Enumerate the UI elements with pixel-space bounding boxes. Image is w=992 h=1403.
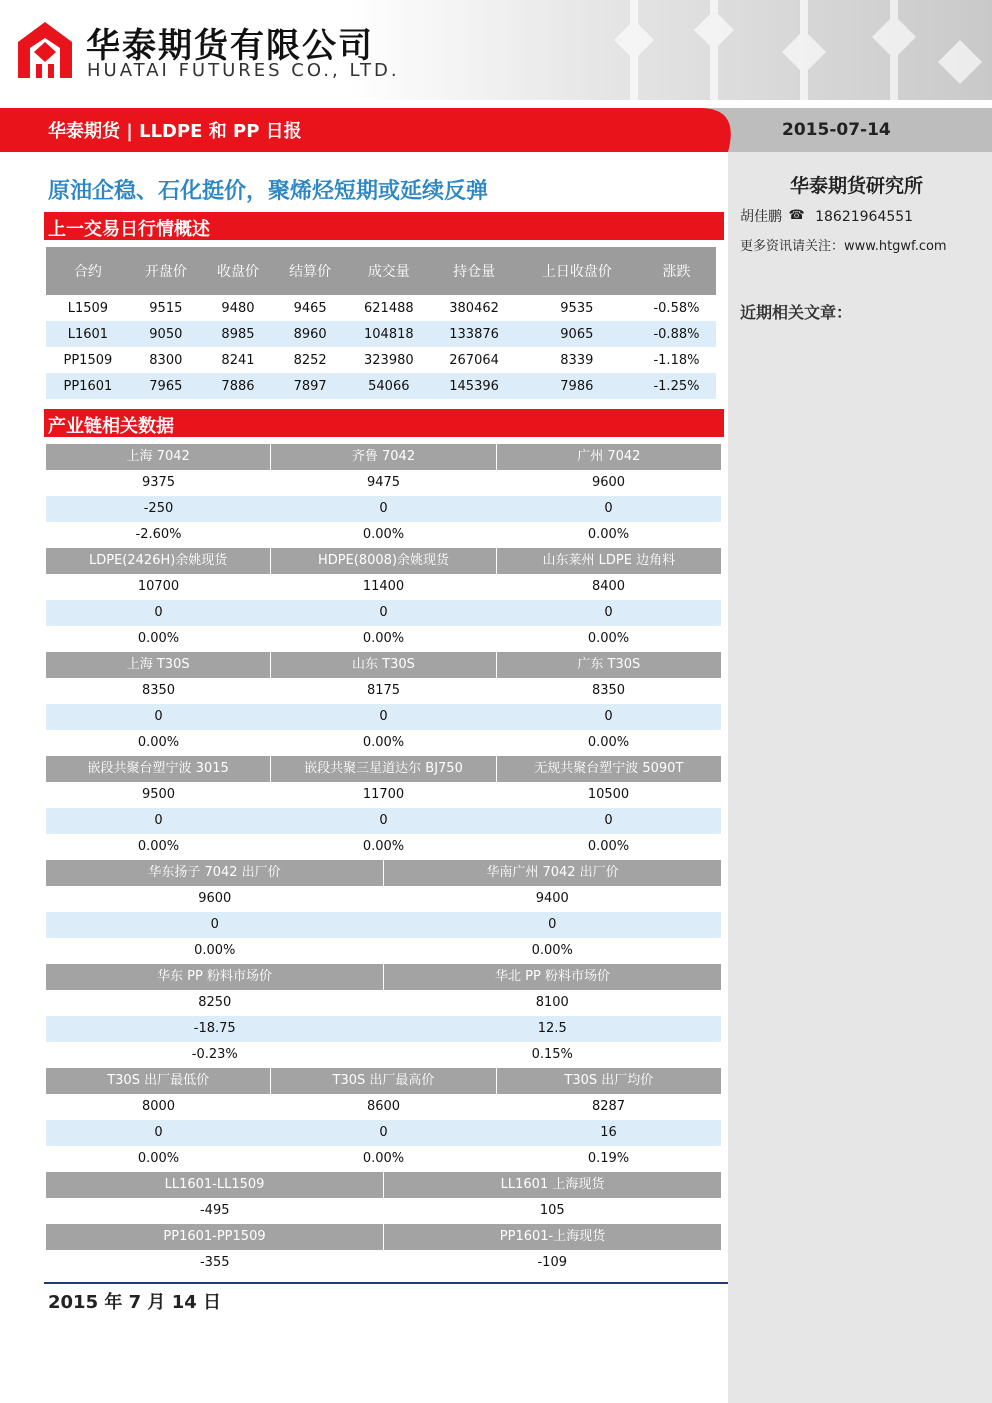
block-cell: 0.00%: [137, 1151, 180, 1166]
table-cell: 8252: [293, 352, 327, 368]
column-header: 上日收盘价: [517, 247, 637, 295]
block-header-cell: 广东 T30S: [577, 657, 641, 672]
block-header: [46, 444, 721, 470]
block-header: [46, 1068, 721, 1094]
block-header-cell: PP1601-上海现货: [499, 1229, 606, 1244]
block-row: [46, 1120, 721, 1146]
market-table: [46, 247, 716, 399]
table-cell: -0.88%: [637, 321, 716, 347]
block-header-cell: LDPE(2426H)余姚现货: [46, 548, 271, 574]
section-industry-chain: 产业链相关数据: [44, 409, 724, 437]
block-header-cell: 上海 T30S: [46, 652, 271, 678]
block-cell: 0: [379, 709, 388, 724]
huatai-logo-icon: [16, 20, 74, 80]
block-row: [46, 1042, 721, 1068]
column-header: 持仓量: [431, 247, 516, 295]
table-cell: 104818: [346, 321, 431, 347]
block-cell: 9400: [535, 891, 569, 906]
block-row: [46, 600, 721, 626]
block-cell: 0: [154, 813, 163, 828]
table-cell: 9050: [130, 321, 202, 347]
market-table-header: [46, 247, 716, 295]
block-cell: 0: [154, 1125, 163, 1140]
block-cell: 0.00%: [137, 839, 180, 854]
block-cell: 16: [600, 1125, 617, 1140]
table-row: [46, 347, 716, 373]
block-cell: 0: [210, 917, 219, 932]
block-cell: 8600: [366, 1099, 401, 1114]
block-row: [46, 834, 721, 860]
table-cell: 8960: [274, 321, 346, 347]
headline: 原油企稳、石化挺价，聚烯烃短期或延续反弹: [48, 179, 489, 204]
block-cell: 0: [379, 501, 388, 516]
table-cell: 267064: [449, 352, 499, 368]
industry-data-grid: [46, 444, 721, 1276]
column-header: 成交量: [346, 247, 431, 295]
block-cell: 0: [154, 709, 163, 724]
block-header-cell: T30S 出厂均价: [564, 1073, 654, 1088]
block-row: [46, 678, 721, 704]
analyst-phone: 18621964551: [815, 209, 914, 225]
table-cell: 7986: [517, 373, 637, 399]
block-row: [46, 1198, 721, 1224]
table-cell: L1509: [67, 300, 109, 316]
table-cell: PP1601: [46, 373, 130, 399]
block-cell: 8175: [366, 683, 401, 698]
block-cell: 8000: [141, 1099, 176, 1114]
table-cell: 9515: [149, 300, 183, 316]
block-row: [46, 1146, 721, 1172]
column-header: 结算价: [274, 247, 346, 295]
block-cell: 0.19%: [587, 1151, 630, 1166]
block-header-cell: 上海 7042: [46, 444, 271, 470]
block-cell: 0: [604, 813, 613, 828]
block-header-cell: 广州 7042: [577, 449, 641, 464]
block-cell: 0.00%: [587, 527, 630, 542]
company-name-en: HUATAI FUTURES CO., LTD.: [87, 60, 400, 81]
table-cell: 9465: [293, 300, 327, 316]
block-cell: 8287: [591, 1099, 626, 1114]
table-cell: 7965: [130, 373, 202, 399]
block-cell: 10700: [137, 579, 180, 594]
block-row: [46, 626, 721, 652]
block-cell: 0: [379, 605, 388, 620]
block-cell: 0: [604, 709, 613, 724]
block-header: [46, 860, 721, 886]
block-cell: 8250: [198, 995, 232, 1010]
block-header: [46, 756, 721, 782]
block-cell: 11400: [362, 579, 405, 594]
table-cell: 9535: [560, 300, 594, 316]
block-cell: 0.00%: [362, 631, 405, 646]
block-cell: 0.00%: [531, 943, 573, 958]
table-cell: 380462: [449, 300, 499, 316]
block-header-cell: 华北 PP 粉料市场价: [495, 969, 610, 984]
block-cell: 9475: [366, 475, 401, 490]
block-row: [46, 704, 721, 730]
block-cell: -355: [199, 1255, 230, 1270]
table-cell: -1.25%: [637, 373, 716, 399]
block-row: [46, 522, 721, 548]
block-row: [46, 938, 721, 964]
block-cell: 8400: [591, 579, 626, 594]
block-cell: 10500: [587, 787, 630, 802]
block-cell: 0.00%: [362, 527, 405, 542]
table-cell: 7897: [274, 373, 346, 399]
footer-divider: [44, 1282, 728, 1284]
block-cell: 11700: [362, 787, 405, 802]
sidebar: [728, 152, 992, 1403]
block-cell: 9375: [141, 475, 176, 490]
block-header-cell: LL1601 上海现货: [500, 1177, 605, 1192]
block-header-cell: LL1601-LL1509: [46, 1172, 384, 1198]
block-cell: 0: [379, 813, 388, 828]
table-row: [46, 321, 716, 347]
block-cell: 0.15%: [531, 1047, 573, 1062]
block-row: [46, 470, 721, 496]
table-cell: 621488: [364, 300, 414, 316]
block-row: [46, 1016, 721, 1042]
column-header: 开盘价: [130, 247, 202, 295]
block-cell: 0.00%: [362, 735, 405, 750]
table-cell: 9480: [221, 300, 255, 316]
table-cell: 7886: [202, 373, 274, 399]
table-cell: 8985: [202, 321, 274, 347]
block-header-cell: 华南广州 7042 出厂价: [486, 865, 619, 880]
table-cell: PP1509: [63, 352, 113, 368]
block-cell: -495: [199, 1203, 230, 1218]
block-cell: -0.23%: [191, 1047, 238, 1062]
block-cell: -250: [143, 501, 174, 516]
block-row: [46, 782, 721, 808]
section-market-overview: 上一交易日行情概述: [44, 212, 724, 240]
block-header-cell: 山东 T30S: [271, 652, 496, 678]
block-cell: 8350: [141, 683, 176, 698]
block-header-cell: 齐鲁 7042: [271, 444, 496, 470]
table-cell: 54066: [346, 373, 431, 399]
phone-icon: ☎: [788, 208, 805, 223]
block-cell: 0.00%: [137, 735, 180, 750]
table-cell: L1601: [46, 321, 130, 347]
table-cell: 133876: [431, 321, 516, 347]
table-cell: 8300: [149, 352, 183, 368]
block-header-cell: 华东 PP 粉料市场价: [46, 964, 384, 990]
column-header: 收盘价: [202, 247, 274, 295]
block-header-cell: 华东扬子 7042 出厂价: [46, 860, 384, 886]
block-cell: 0.00%: [137, 631, 180, 646]
block-cell: -109: [537, 1255, 567, 1270]
block-header: [46, 548, 721, 574]
block-row: [46, 574, 721, 600]
block-cell: 8100: [535, 995, 569, 1010]
column-header: 涨跌: [637, 247, 716, 295]
block-header-cell: PP1601-PP1509: [46, 1224, 384, 1250]
block-cell: 105: [539, 1203, 565, 1218]
table-cell: 8339: [560, 352, 594, 368]
column-header: 合约: [46, 247, 130, 295]
block-cell: 0.00%: [587, 735, 630, 750]
block-row: [46, 730, 721, 756]
block-cell: 12.5: [537, 1021, 567, 1036]
footer-date: 2015 年 7 月 14 日: [48, 1292, 222, 1313]
block-cell: -18.75: [193, 1021, 236, 1036]
block-cell: 9600: [591, 475, 626, 490]
block-row: [46, 990, 721, 1016]
block-cell: 0: [548, 917, 557, 932]
block-row: [46, 1094, 721, 1120]
block-cell: 0.00%: [362, 839, 405, 854]
analyst-contact: [740, 206, 913, 226]
page-header: [0, 0, 992, 100]
block-row: [46, 912, 721, 938]
block-cell: 9600: [198, 891, 232, 906]
block-header-cell: HDPE(8008)余姚现货: [271, 548, 496, 574]
more-info: 更多资讯请关注：www.htgwf.com: [740, 239, 947, 254]
block-header-cell: 嵌段共聚台塑宁波 3015: [46, 756, 271, 782]
block-header-cell: T30S 出厂最高价: [271, 1068, 496, 1094]
block-cell: 0.00%: [362, 1151, 405, 1166]
block-cell: 0.00%: [194, 943, 236, 958]
block-header-cell: 无规共聚台塑宁波 5090T: [534, 761, 684, 776]
table-cell: -1.18%: [653, 352, 700, 368]
block-header-cell: T30S 出厂最低价: [46, 1068, 271, 1094]
header-decoration-icon: [600, 0, 992, 100]
block-cell: 0.00%: [587, 631, 630, 646]
block-row: [46, 496, 721, 522]
research-institute: 华泰期货研究所: [790, 175, 924, 197]
block-row: [46, 886, 721, 912]
recent-articles-heading: 近期相关文章：: [740, 303, 853, 322]
block-header-cell: 山东莱州 LDPE 边角料: [542, 553, 676, 568]
block-cell: 0: [154, 605, 163, 620]
table-row: [46, 295, 716, 321]
analyst-name: 胡佳鹏: [740, 209, 782, 225]
block-cell: 9500: [141, 787, 176, 802]
block-cell: 8350: [591, 683, 626, 698]
block-header: [46, 1172, 721, 1198]
block-cell: 0: [379, 1125, 388, 1140]
block-cell: -2.60%: [135, 527, 182, 542]
table-row: [46, 373, 716, 399]
block-header: [46, 964, 721, 990]
table-cell: 9065: [517, 321, 637, 347]
report-title: 华泰期货 | LLDPE 和 PP 日报: [48, 121, 302, 142]
table-cell: 8241: [221, 352, 255, 368]
table-cell: -0.58%: [653, 300, 700, 316]
block-row: [46, 808, 721, 834]
block-cell: 0: [604, 605, 613, 620]
block-cell: 0.00%: [587, 839, 630, 854]
table-cell: 323980: [364, 352, 414, 368]
block-row: [46, 1250, 721, 1276]
block-cell: 0: [604, 501, 613, 516]
block-header: [46, 1224, 721, 1250]
table-cell: 145396: [431, 373, 516, 399]
block-header-cell: 嵌段共聚三星道达尔 BJ750: [271, 756, 496, 782]
report-date: 2015-07-14: [782, 120, 891, 140]
company-name-cn: 华泰期货有限公司: [86, 26, 374, 66]
block-header: [46, 652, 721, 678]
